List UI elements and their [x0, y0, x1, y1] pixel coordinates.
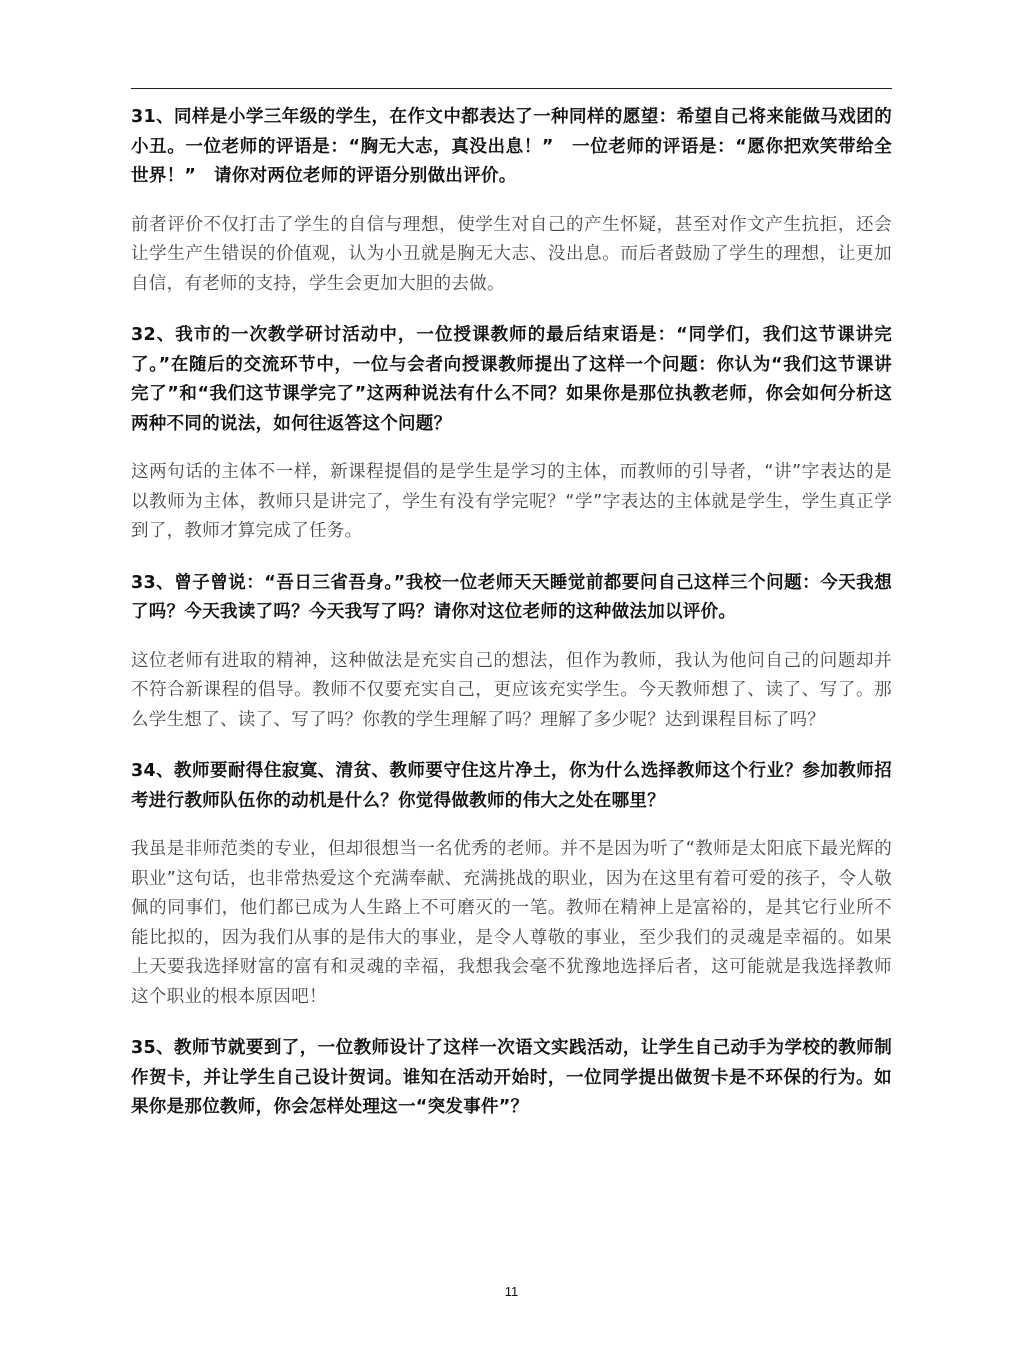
answer-31: 前者评价不仅打击了学生的自信与理想，使学生对自己的产生怀疑，甚至对作文产生抗拒，还会让学生产生错误的价值观，认为小丑就是胸无大志、没出息。而后者鼓励了学生的理想，让更加自信，有老师的支持，学生会更加大胆的去做。 [131, 214, 892, 294]
answer-34: 我虽是非师范类的专业，但却很想当一名优秀的老师。并不是因为听了“教师是太阳底下最光辉的职业”这句话，也非常热爱这个充满奉献、充满挑战的职业，因为在这里有着可爱的孩子，令人敬佩的同事们，他们都已成为人生路上不可磨灭的一笔。教师在精神上是富裕的，是其它行业所不能比拟的，因为我们从事的是伟大的事业，是令人尊敬的事业，至少我们的灵魂是幸福的。如果上天要我选择财富的富有和灵魂的幸福，我想我会毫不犹豫地选择后者，这可能就是我选择教师这个职业的根本原因吧！ [131, 839, 892, 1007]
answer-32: 这两句话的主体不一样，新课程提倡的是学生是学习的主体，而教师的引导者，“讲”字表达的是以教师为主体，教师只是讲完了，学生有没有学完呢？“学”字表达的主体就是学生，学生真正学到了，教师才算完成了任务。 [131, 462, 892, 541]
qa-item-33 [131, 569, 892, 758]
question-32: 32、我市的一次教学研讨活动中，一位授课教师的最后结束语是：“同学们，我们这节课讲完了。”在随后的交流环节中，一位与会者向授课教师提出了这样一个问题：你认为“我们这节课讲完了”和“我们这节课学完了”这两种说法有什么不同？如果你是那位执教老师，你会如何分析这两种不同的说法，如何往返答这个问题？ [131, 325, 892, 434]
page-number: 11 [504, 1284, 519, 1299]
page-content [131, 103, 892, 1123]
question-35: 35、教师节就要到了，一位教师设计了这样一次语文实践活动，让学生自己动手为学校的教师制作贺卡，并让学生自己设计贺词。谁知在活动开始时，一位同学提出做贺卡是不环保的行为。如果你是那位教师，你会怎样处理这一“突发事件”？ [131, 1038, 892, 1117]
qa-item-35 [131, 1034, 892, 1123]
answer-33: 这位老师有进取的精神，这种做法是充实自己的想法，但作为教师，我认为他问自己的问题却并不符合新课程的倡导。教师不仅要充实自己，更应该充实学生。今天教师想了、读了、写了。那么学生想了、读了、写了吗？你教的学生理解了吗？理解了多少呢？达到课程目标了吗？ [131, 650, 892, 730]
qa-item-31 [131, 103, 892, 321]
qa-item-32 [131, 321, 892, 569]
question-34: 34、教师要耐得住寂寞、清贫、教师要守住这片净土，你为什么选择教师这个行业？参加教师招考进行教师队伍你的动机是什么？你觉得做教师的伟大之处在哪里？ [131, 761, 892, 811]
qa-item-34 [131, 757, 892, 1034]
question-31: 31、同样是小学三年级的学生，在作文中都表达了一种同样的愿望：希望自己将来能做马戏团的小丑。一位老师的评语是：“胸无大志，真没出息！” 一位老师的评语是：“愿你把欢笑带给全世界！” 请你对两位老师的评语分别做出评价。 [131, 107, 892, 186]
header-rule [131, 88, 892, 89]
question-33: 33、曾子曾说：“吾日三省吾身。”我校一位老师天天睡觉前都要问自己这样三个问题：今天我想了吗？今天我读了吗？今天我写了吗？请你对这位老师的这种做法加以评价。 [131, 572, 892, 622]
